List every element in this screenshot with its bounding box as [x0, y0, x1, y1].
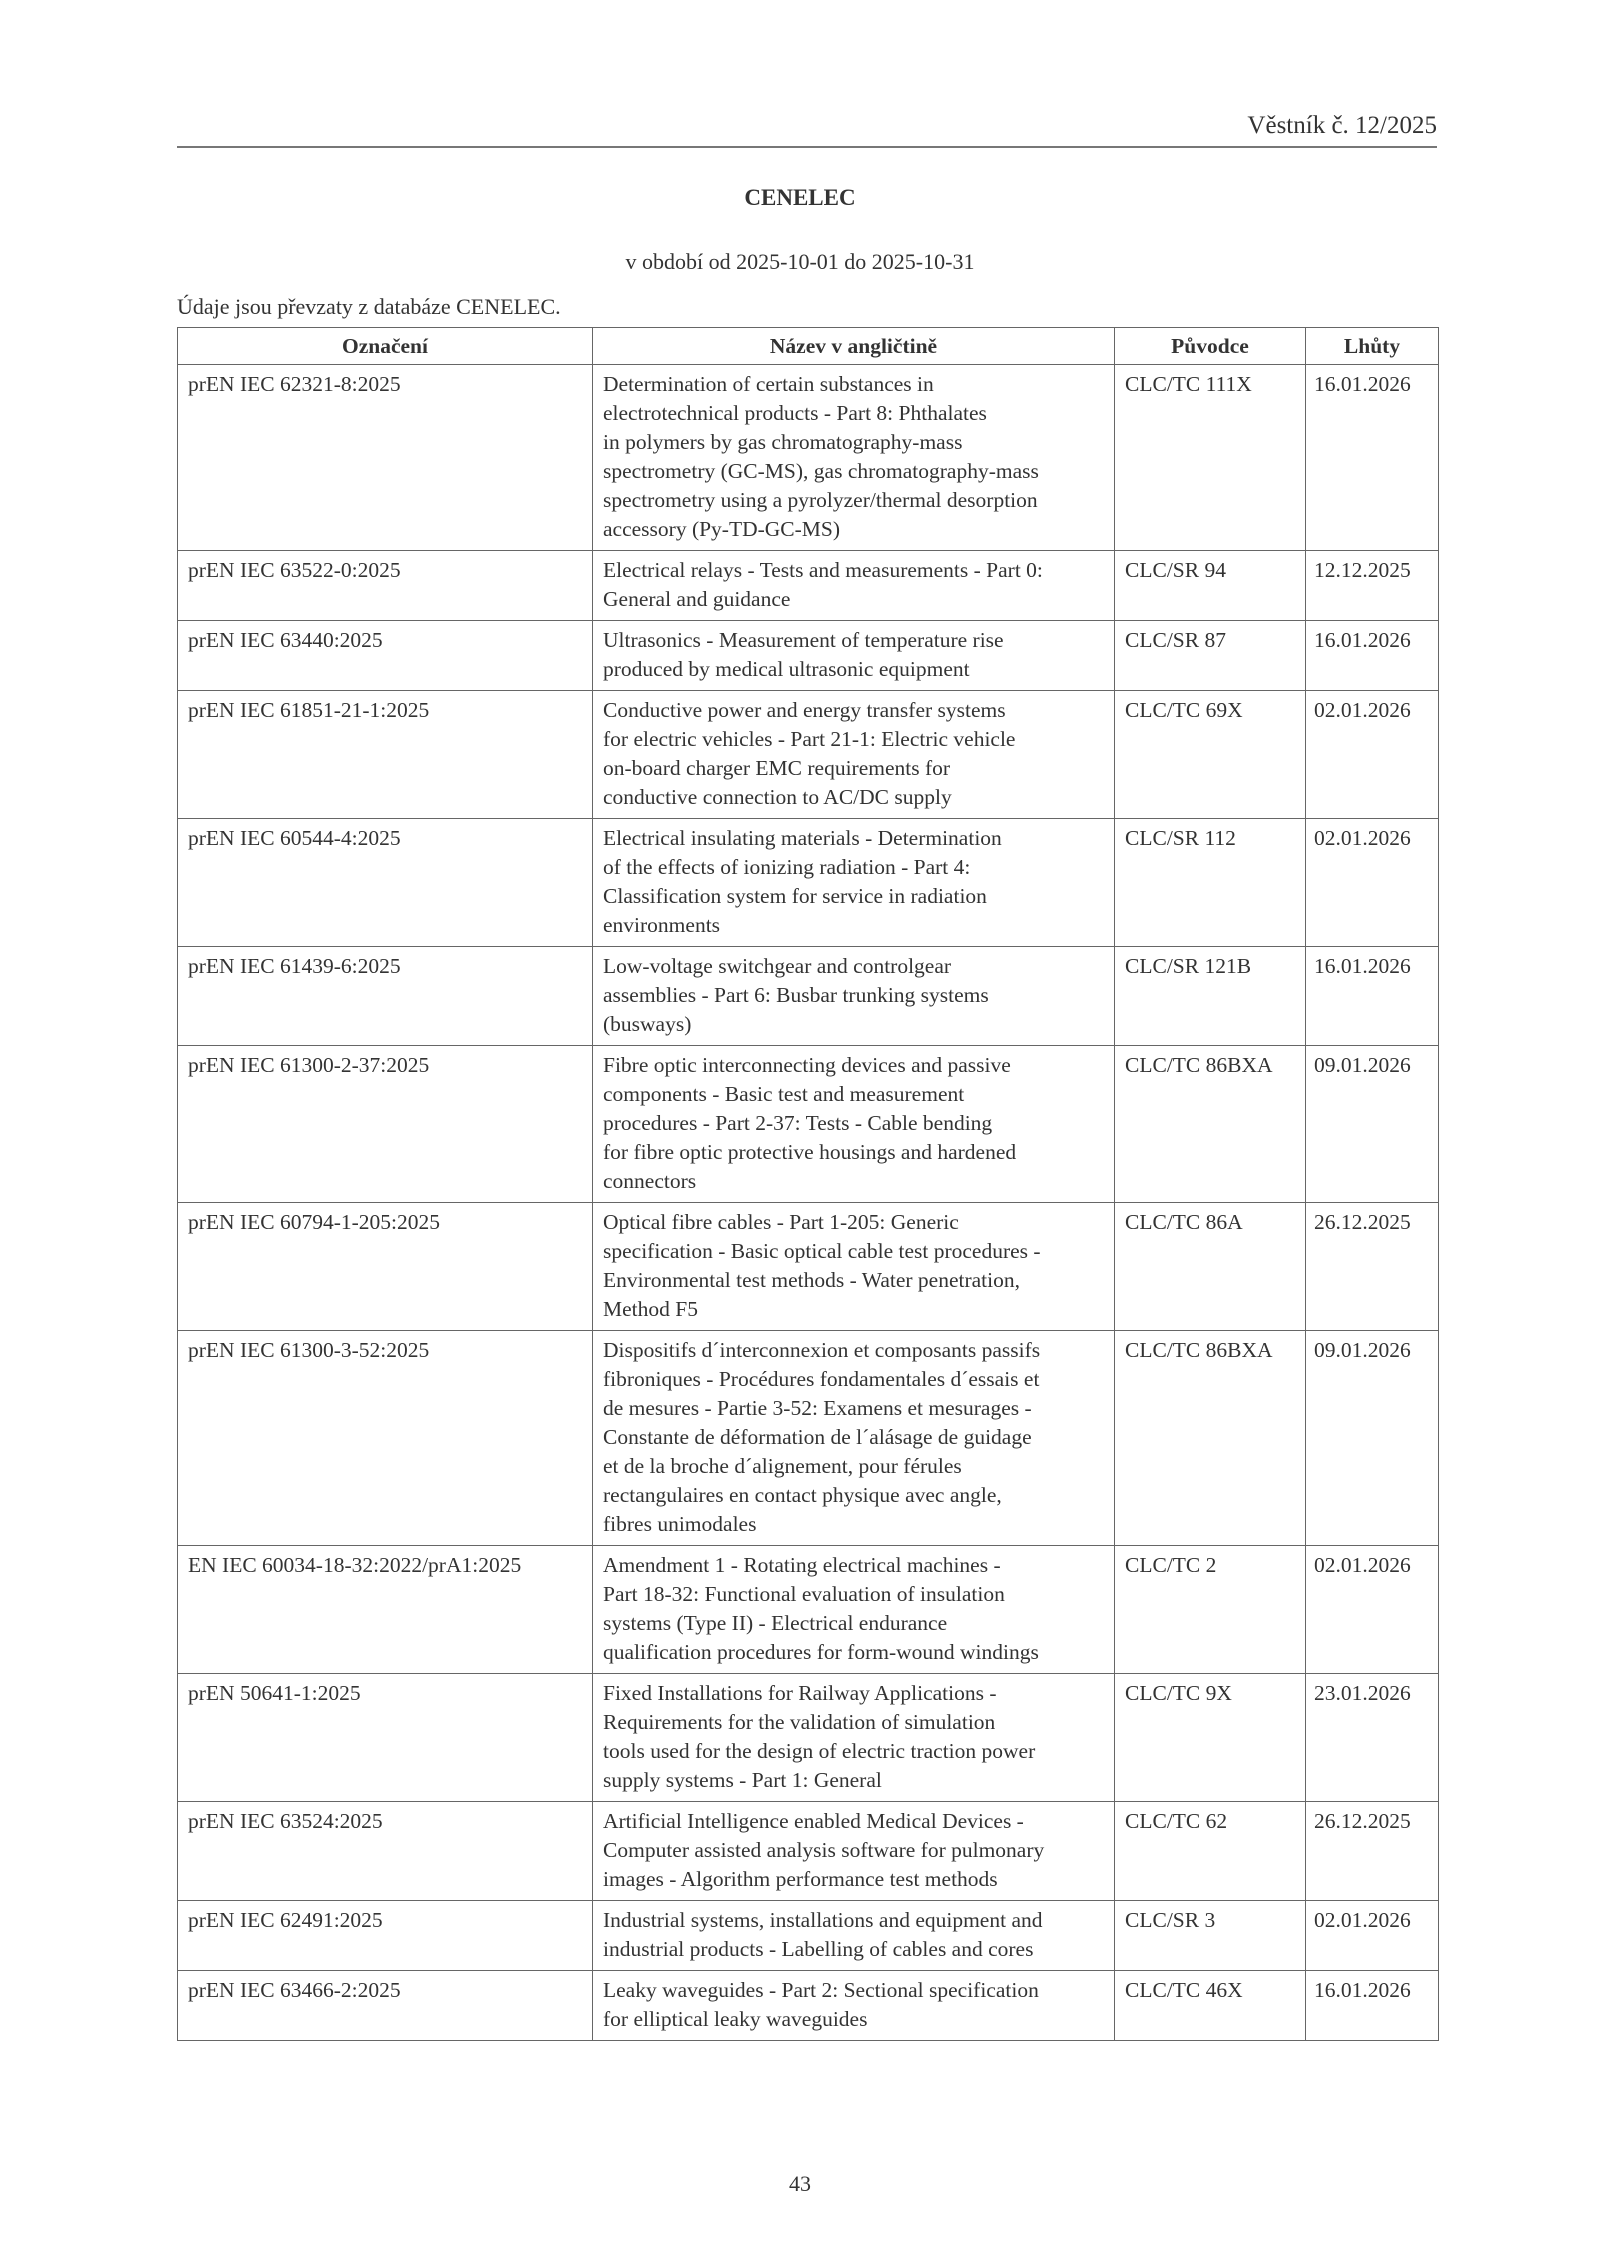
originator-cell: CLC/TC 9X: [1115, 1674, 1306, 1802]
table-row: [178, 551, 1439, 621]
english-title-cell: Electrical insulating materials - Determination of the effects of ionizing radiation - Part 4: Classification system for service in radiation environments: [593, 819, 1115, 947]
column-header-designation: Označení: [178, 328, 593, 365]
deadline-cell: 02.01.2026: [1306, 1901, 1439, 1971]
designation-cell: prEN IEC 63440:2025: [178, 621, 593, 691]
originator-cell: CLC/TC 111X: [1115, 365, 1306, 551]
table-row: [178, 947, 1439, 1046]
designation-cell: prEN IEC 62491:2025: [178, 1901, 593, 1971]
originator-cell: CLC/SR 87: [1115, 621, 1306, 691]
originator-cell: CLC/TC 86A: [1115, 1203, 1306, 1331]
deadline-cell: 02.01.2026: [1306, 819, 1439, 947]
deadline-cell: 16.01.2026: [1306, 947, 1439, 1046]
table-row: [178, 1331, 1439, 1546]
page-number: 43: [789, 2171, 811, 2196]
journal-issue-header: Věstník č. 12/2025: [1247, 112, 1437, 139]
english-title-cell: Conductive power and energy transfer systems for electric vehicles - Part 21-1: Electric vehicle on-board charger EMC requirements for conductive connection to AC/DC supply: [593, 691, 1115, 819]
section-title: CENELEC: [744, 185, 856, 210]
english-title-cell: Industrial systems, installations and equipment and industrial products - Labelling of cables and cores: [593, 1901, 1115, 1971]
designation-cell: prEN IEC 61439-6:2025: [178, 947, 593, 1046]
originator-cell: CLC/SR 121B: [1115, 947, 1306, 1046]
table-row: [178, 1802, 1439, 1901]
designation-cell: prEN IEC 61300-2-37:2025: [178, 1046, 593, 1203]
english-title-cell: Dispositifs d´interconnexion et composants passifs fibroniques - Procédures fondamentales d´essais et de mesures - Partie 3-52: Examens et mesurages - Constante de déformation de l´alásage de guidage et de la broche d´alignement, pour férules rectangulaires en contact physique avec angle, fibres unimodales: [593, 1331, 1115, 1546]
table-row: [178, 1674, 1439, 1802]
english-title-cell: Low-voltage switchgear and controlgear assemblies - Part 6: Busbar trunking systems (busways): [593, 947, 1115, 1046]
english-title-cell: Fixed Installations for Railway Applications - Requirements for the validation of simulation tools used for the design of electric traction power supply systems - Part 1: General: [593, 1674, 1115, 1802]
designation-cell: prEN IEC 60794-1-205:2025: [178, 1203, 593, 1331]
originator-cell: CLC/TC 62: [1115, 1802, 1306, 1901]
english-title-cell: Amendment 1 - Rotating electrical machines - Part 18-32: Functional evaluation of insulation systems (Type II) - Electrical endurance qualification procedures for form-wound windings: [593, 1546, 1115, 1674]
table-row: [178, 1901, 1439, 1971]
deadline-cell: 16.01.2026: [1306, 621, 1439, 691]
table-row: [178, 819, 1439, 947]
english-title-cell: Artificial Intelligence enabled Medical Devices - Computer assisted analysis software for pulmonary images - Algorithm performance test methods: [593, 1802, 1115, 1901]
originator-cell: CLC/TC 86BXA: [1115, 1331, 1306, 1546]
english-title-cell: Determination of certain substances in electrotechnical products - Part 8: Phthalates in polymers by gas chromatography-mass spectrometry (GC-MS), gas chromatography-mass spectrometry using a pyrolyzer/thermal desorption accessory (Py-TD-GC-MS): [593, 365, 1115, 551]
column-header-deadline: Lhůty: [1306, 328, 1439, 365]
header-rule: [177, 146, 1437, 148]
period-text: v období od 2025-10-01 do 2025-10-31: [625, 249, 975, 274]
designation-cell: prEN IEC 60544-4:2025: [178, 819, 593, 947]
designation-cell: prEN IEC 61851-21-1:2025: [178, 691, 593, 819]
deadline-cell: 02.01.2026: [1306, 691, 1439, 819]
english-title-cell: Fibre optic interconnecting devices and passive components - Basic test and measurement procedures - Part 2-37: Tests - Cable bending for fibre optic protective housings and hardened connectors: [593, 1046, 1115, 1203]
standards-table: [177, 327, 1439, 2041]
designation-cell: prEN IEC 63466-2:2025: [178, 1971, 593, 2041]
english-title-cell: Electrical relays - Tests and measurements - Part 0: General and guidance: [593, 551, 1115, 621]
table-row: [178, 621, 1439, 691]
deadline-cell: 16.01.2026: [1306, 1971, 1439, 2041]
deadline-cell: 23.01.2026: [1306, 1674, 1439, 1802]
column-header-originator: Původce: [1115, 328, 1306, 365]
designation-cell: prEN IEC 63522-0:2025: [178, 551, 593, 621]
table-row: [178, 365, 1439, 551]
deadline-cell: 09.01.2026: [1306, 1046, 1439, 1203]
table-row: [178, 1203, 1439, 1331]
source-note: Údaje jsou převzaty z databáze CENELEC.: [177, 294, 561, 319]
deadline-cell: 26.12.2025: [1306, 1203, 1439, 1331]
designation-cell: prEN IEC 63524:2025: [178, 1802, 593, 1901]
table-row: [178, 691, 1439, 819]
deadline-cell: 16.01.2026: [1306, 365, 1439, 551]
originator-cell: CLC/TC 86BXA: [1115, 1046, 1306, 1203]
table-header-row: [178, 328, 1439, 365]
table-row: [178, 1971, 1439, 2041]
originator-cell: CLC/SR 94: [1115, 551, 1306, 621]
deadline-cell: 09.01.2026: [1306, 1331, 1439, 1546]
originator-cell: CLC/TC 2: [1115, 1546, 1306, 1674]
originator-cell: CLC/TC 46X: [1115, 1971, 1306, 2041]
originator-cell: CLC/SR 3: [1115, 1901, 1306, 1971]
english-title-cell: Optical fibre cables - Part 1-205: Generic specification - Basic optical cable test procedures - Environmental test methods - Water penetration, Method F5: [593, 1203, 1115, 1331]
designation-cell: prEN IEC 62321-8:2025: [178, 365, 593, 551]
originator-cell: CLC/TC 69X: [1115, 691, 1306, 819]
originator-cell: CLC/SR 112: [1115, 819, 1306, 947]
english-title-cell: Leaky waveguides - Part 2: Sectional specification for elliptical leaky waveguides: [593, 1971, 1115, 2041]
table-row: [178, 1046, 1439, 1203]
deadline-cell: 26.12.2025: [1306, 1802, 1439, 1901]
deadline-cell: 12.12.2025: [1306, 551, 1439, 621]
table-body: [178, 365, 1439, 2041]
designation-cell: EN IEC 60034-18-32:2022/prA1:2025: [178, 1546, 593, 1674]
deadline-cell: 02.01.2026: [1306, 1546, 1439, 1674]
table-row: [178, 1546, 1439, 1674]
designation-cell: prEN 50641-1:2025: [178, 1674, 593, 1802]
designation-cell: prEN IEC 61300-3-52:2025: [178, 1331, 593, 1546]
english-title-cell: Ultrasonics - Measurement of temperature rise produced by medical ultrasonic equipment: [593, 621, 1115, 691]
column-header-english-title: Název v angličtině: [593, 328, 1115, 365]
